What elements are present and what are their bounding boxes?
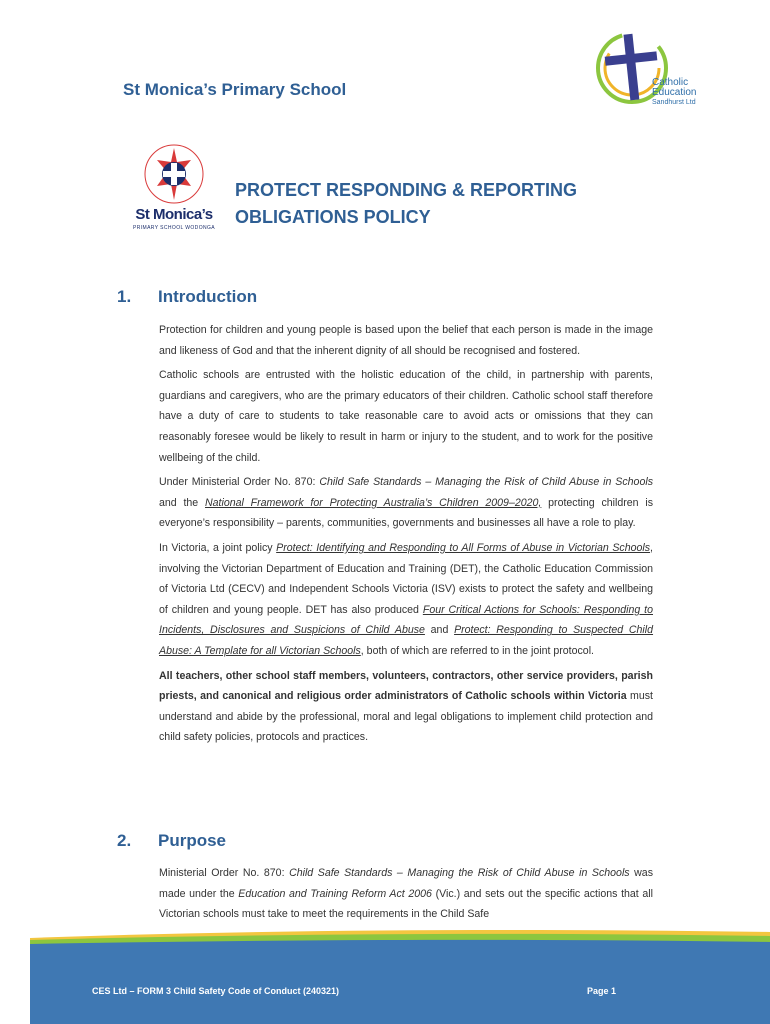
section-heading-purpose: 2. Purpose: [117, 831, 227, 850]
paragraph: All teachers, other school staff members, volunteers, contractors, other service providers, parish priests, and canonical and religious order administrators of Catholic schools within Victoria must understand and abide by the professional, moral and legal obligations to implement child protection and child safety policies, protocols and practices.: [159, 669, 653, 744]
st-monicas-logo: [131, 142, 217, 238]
paragraph: Under Ministerial Order No. 870: Child Safe Standards – Managing the Risk of Child Abuse in Schools and the National Framework for Protecting Australia’s Children 2009–2020, protecting children is everyone’s responsibility – parents, communities, governments and businesses all have a role to play.: [159, 476, 654, 530]
protect-template-link[interactable]: Protect: Responding to Suspected Child Abuse: A Template for all Victorian Schools: [159, 624, 654, 657]
four-critical-actions-link[interactable]: Four Critical Actions for Schools: Responding to Incidents, Disclosures and Suspicions of Child Abuse: [159, 603, 653, 637]
paragraph: In Victoria, a joint policy Protect: Identifying and Responding to All Forms of Abuse in Victorian Schools, involving the Victorian Department of Education and Training (DET), the Catholic Education Commission of Victoria Ltd (CECV) and Independent Schools Victoria (ISV) exists to protect the safety and wellbeing of children and young people. DET has also produced Four Critical Actions for Schools: Responding to Incidents, Disclosures and Suspicions of Child Abuse and Protect: Responding to Suspected Child Abuse: A Template for all Victorian Schools, both of which are referred to in the joint protocol.: [159, 541, 654, 657]
paragraph: Ministerial Order No. 870: Child Safe Standards – Managing the Risk of Child Abuse in Schools was made under the Education and Training Reform Act 2006 (Vic.) and sets out the specific actions that all Victorian schools must take to meet the requirements in the Child Safe: [159, 867, 653, 921]
purpose-body: [159, 863, 653, 929]
ces-logo-text: Catholic Education Sandhurst Ltd: [652, 77, 697, 106]
footer-band: [0, 920, 770, 1024]
school-name: St Monica’s Primary School: [123, 80, 347, 99]
document-title: PROTECT RESPONDING & REPORTING OBLIGATIONS POLICY: [235, 180, 578, 227]
section-heading-introduction: 1. Introduction: [117, 287, 258, 306]
paragraph: Catholic schools are entrusted with the holistic education of the child, in partnership with parents, guardians and caregivers, who are the primary educators of their children. Catholic school staff therefore have a duty of care to students to take reasonable care to avoid acts or omissions that they can reasonably foresee would be likely to result in harm or injury to the student, and to work for the positive wellbeing of the child.: [159, 369, 653, 464]
st-monicas-logo-name: St Monica’s: [135, 206, 213, 223]
paragraph: Protection for children and young people is based upon the belief that each person is made in the image and likeness of God and that the inherent dignity of all should be recognised and fostered.: [159, 324, 653, 357]
st-monicas-crest: [131, 142, 217, 206]
footer-document-reference: CES Ltd – FORM 3 Child Safety Code of Conduct (240321): [92, 986, 340, 996]
introduction-body: [159, 320, 653, 752]
footer-page-number: Page 1: [587, 986, 617, 996]
protect-policy-link[interactable]: Protect: Identifying and Responding to All Forms of Abuse in Victorian Schools: [276, 541, 651, 554]
framework-link[interactable]: National Framework for Protecting Australia’s Children 2009–2020,: [205, 496, 542, 509]
st-monicas-logo-subtitle: PRIMARY SCHOOL WODONGA: [132, 225, 216, 231]
catholic-education-logo: [596, 22, 736, 114]
